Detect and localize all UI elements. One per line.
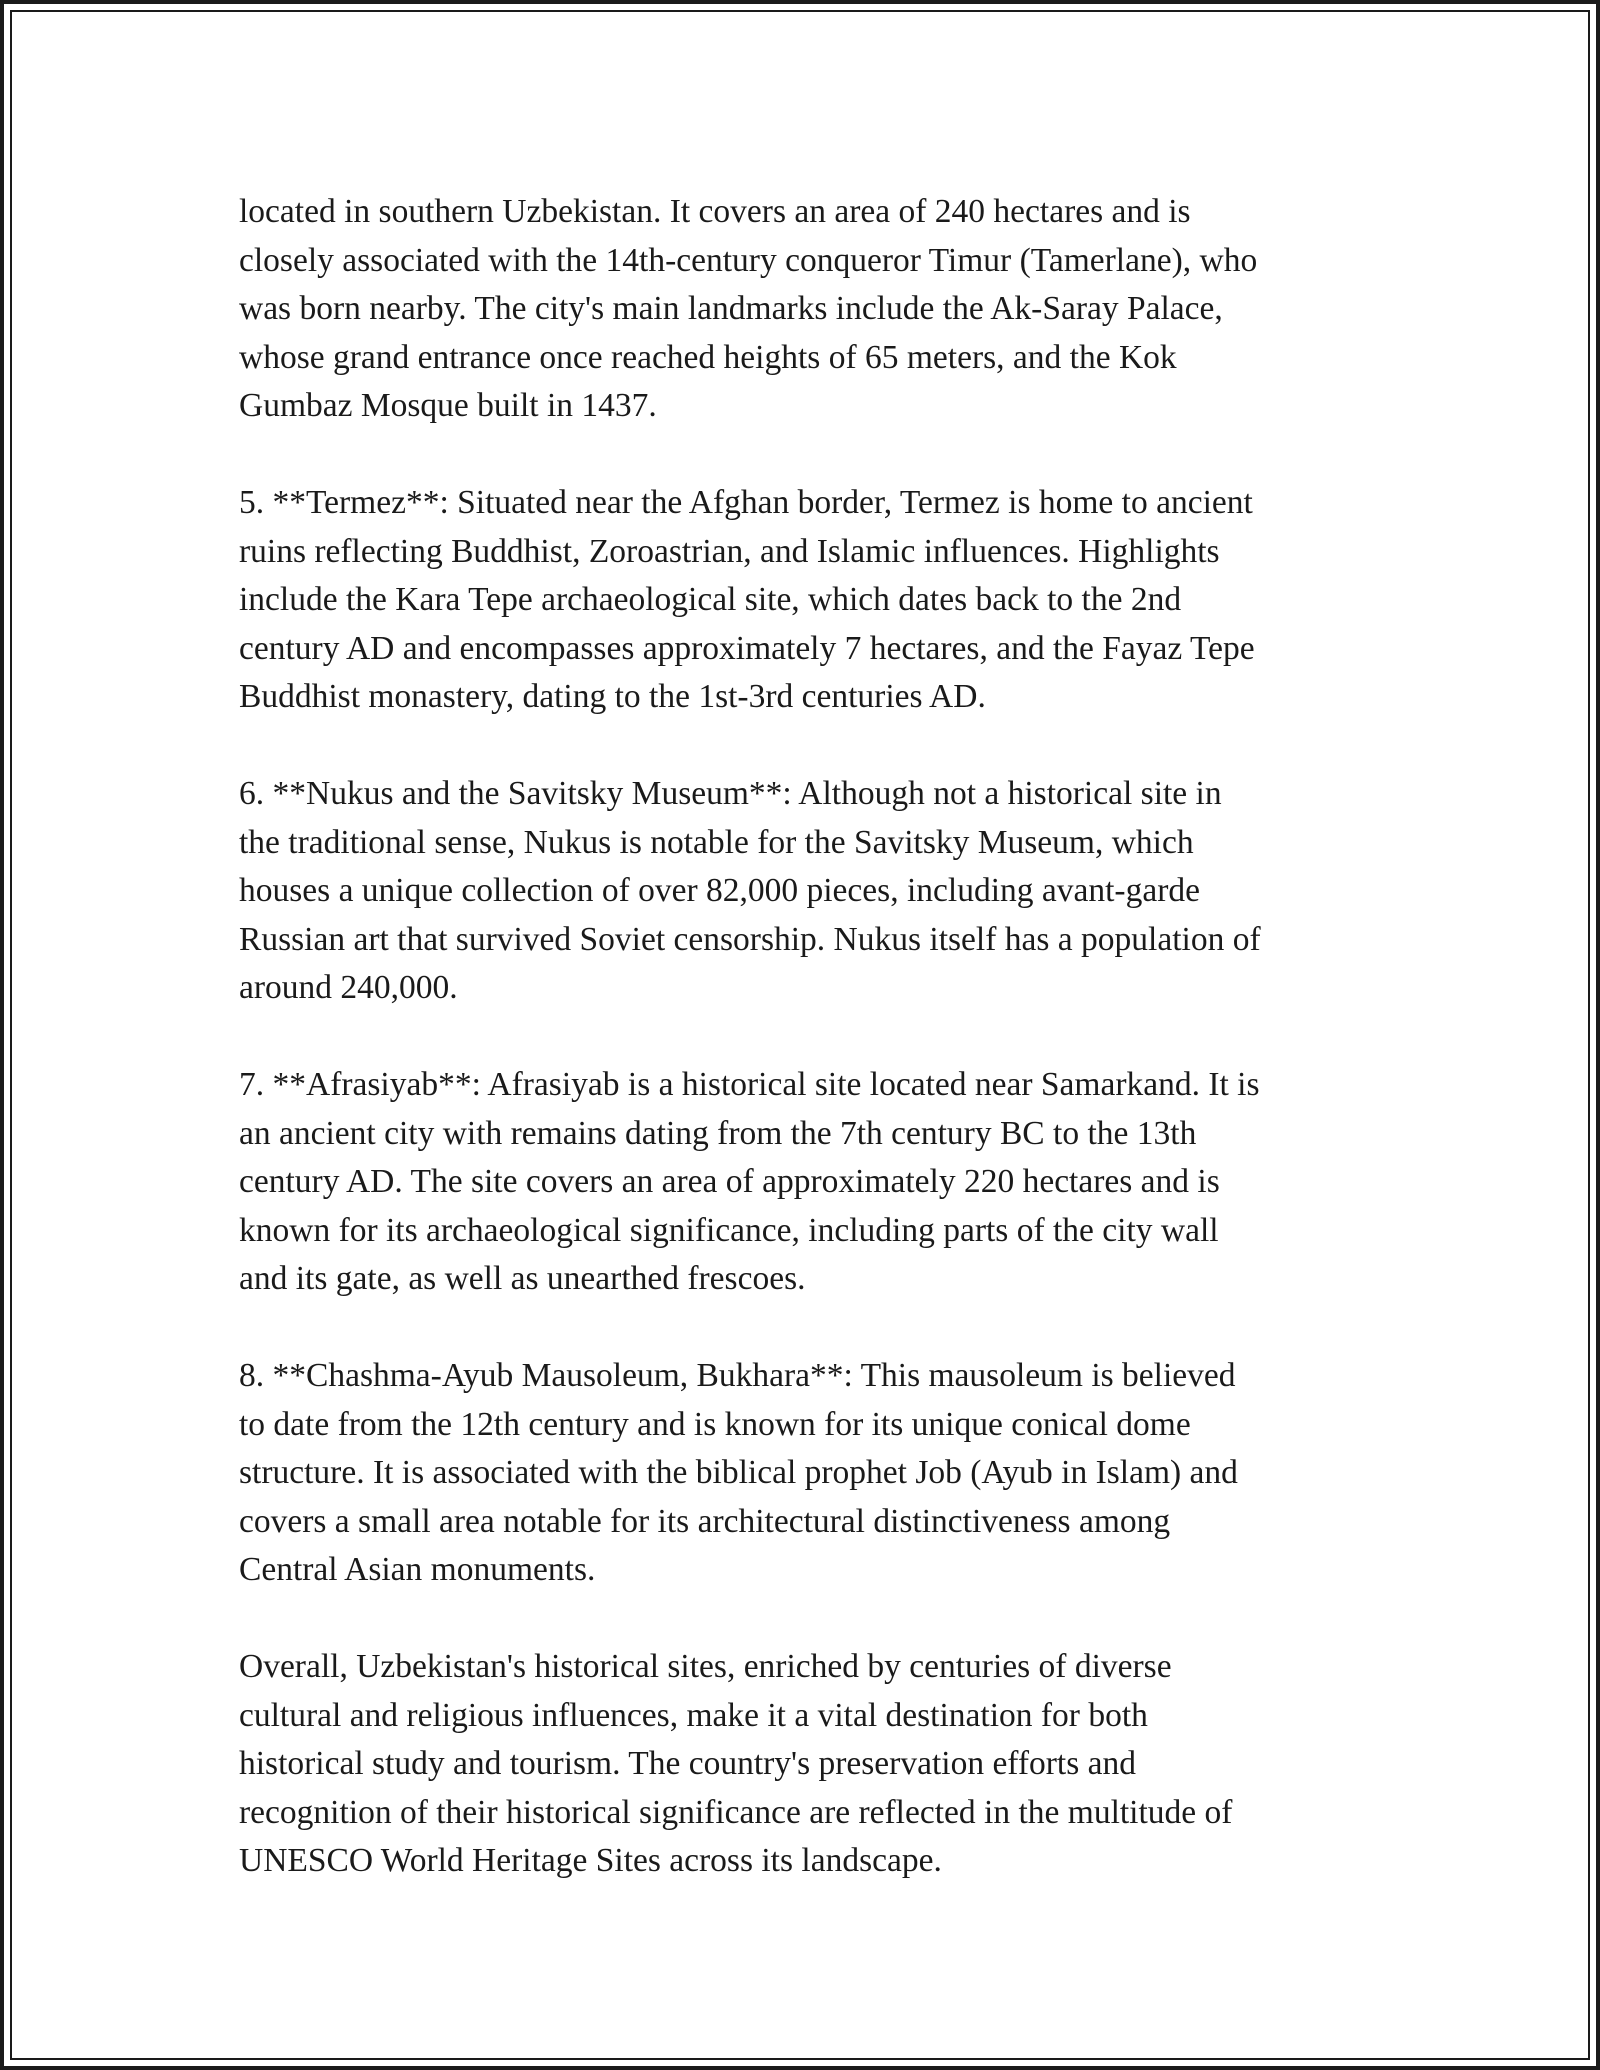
- paragraph-nukus-savitsky-museum: 6. **Nukus and the Savitsky Museum**: Although not a historical site in the traditional sense, Nukus is notable for the Savitsky Museum, which houses a unique collection of over 82,000 pieces, including avant-garde Russian art that survived Soviet censorship. Nukus itself has a population of around 240,000.: [239, 775, 1261, 1006]
- paragraph-afrasiyab: 7. **Afrasiyab**: Afrasiyab is a historical site located near Samarkand. It is an ancient city with remains dating from the 7th century BC to the 13th century AD. The site covers an area of approximately 220 hectares and is known for its archaeological significance, including parts of the city wall and its gate, as well as unearthed frescoes.: [239, 1066, 1260, 1297]
- paragraph-chashma-ayub-mausoleum: 8. **Chashma-Ayub Mausoleum, Bukhara**: This mausoleum is believed to date from the 12th century and is known for its unique conical dome structure. It is associated with the biblical prophet Job (Ayub in Islam) and covers a small area notable for its architectural distinctiveness among Central Asian monuments.: [239, 1357, 1238, 1588]
- paragraph-shahrisabz-continued: located in southern Uzbekistan. It covers an area of 240 hectares and is closely associated with the 14th-century conqueror Timur (Tamerlane), who was born nearby. The city's main landmarks include the Ak-Saray Palace, whose grand entrance once reached heights of 65 meters, and the Kok Gumbaz Mosque built in 1437.: [239, 193, 1258, 424]
- paragraph-termez: 5. **Termez**: Situated near the Afghan border, Termez is home to ancient ruins reflecting Buddhist, Zoroastrian, and Islamic influences. Highlights include the Kara Tepe archaeological site, which dates back to the 2nd century AD and encompasses approximately 7 hectares, and the Fayaz Tepe Buddhist monastery, dating to the 1st-3rd centuries AD.: [239, 484, 1255, 715]
- document-body: [239, 188, 1379, 1886]
- paragraph-conclusion: Overall, Uzbekistan's historical sites, enriched by centuries of diverse cultural and religious influences, make it a vital destination for both historical study and tourism. The country's preservation efforts and recognition of their historical significance are reflected in the multitude of UNESCO World Heritage Sites across its landscape.: [239, 1648, 1233, 1879]
